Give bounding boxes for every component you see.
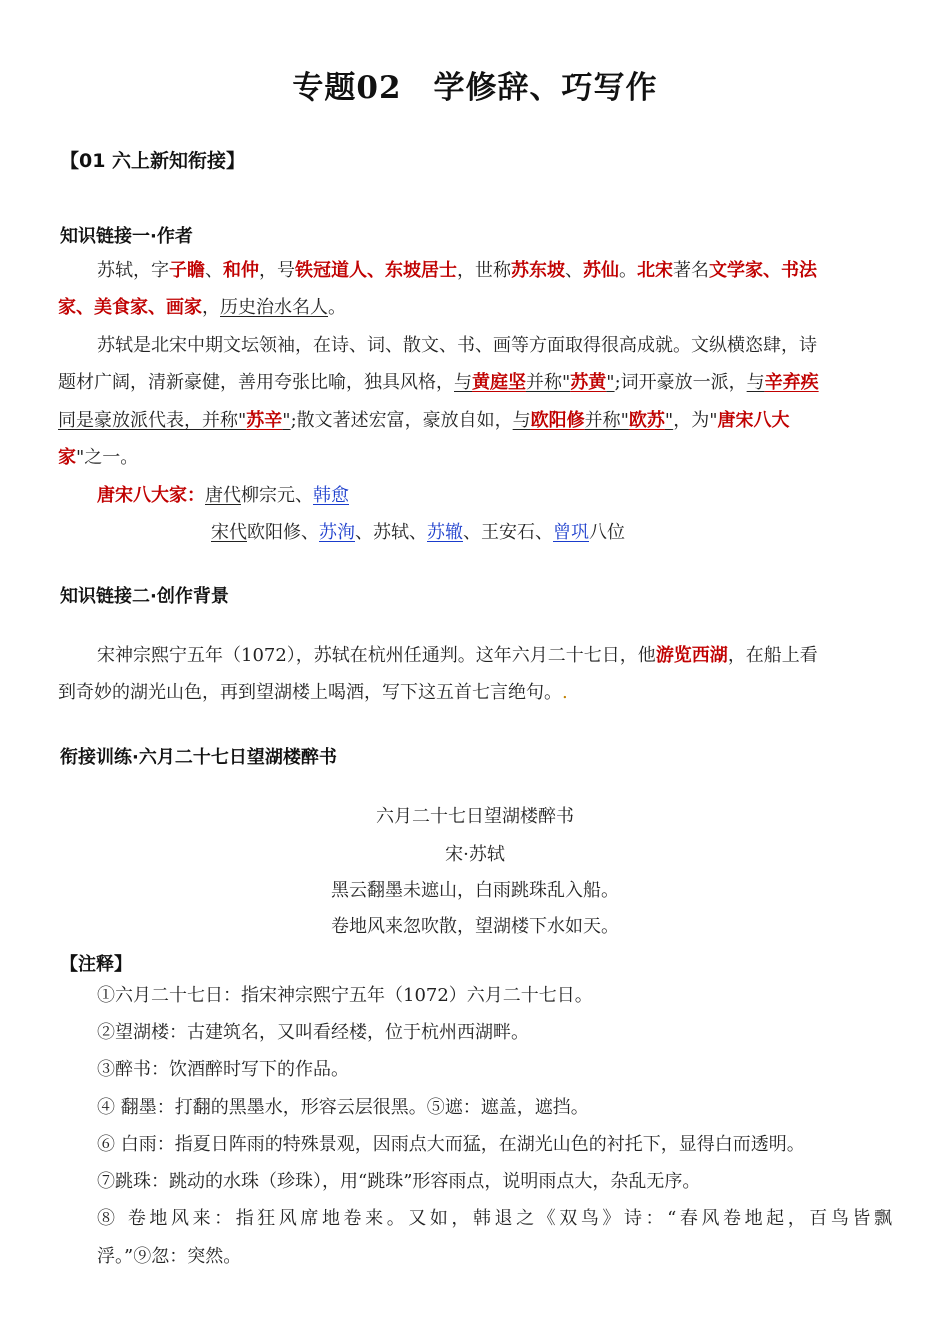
training-heading: 衔接训练·六月二十七日望湖楼醉书 [60,747,337,768]
note-3: ③醉书：饮酒醉时写下的作品。 [97,1059,349,1080]
link-hanyu[interactable]: 韩愈 [313,485,349,506]
poem-author: 宋·苏轼 [445,844,505,865]
background-line-2: 到奇妙的湖光山色，再到望湖楼上喝酒，写下这五首七言绝句。. [58,682,568,703]
author-line-1: 苏轼，字子瞻、和仲，号铁冠道人、东坡居士，世称苏东坡、苏仙。北宋著名文学家、书法 [97,260,817,281]
author-para2-line-1: 苏轼是北宋中期文坛领袖，在诗、词、散文、书、画等方面取得很高成就。文纵横恣肆，诗 [97,335,817,356]
author-line-2: 家、美食家、画家，历史治水名人。 [58,297,346,318]
link-suxun[interactable]: 苏洵 [319,522,355,543]
author-para2-line-4: 家"之一。 [58,447,139,468]
section-heading-01: 【01 六上新知衔接】 [60,150,246,172]
eight-masters-song: 宋代欧阳修、苏洵、苏轼、苏辙、王安石、曾巩八位 [211,522,625,543]
link-zenggong[interactable]: 曾巩 [553,522,589,543]
link2-heading: 知识链接二·创作背景 [60,586,229,607]
eight-masters-tang: 唐宋八大家：唐代柳宗元、韩愈 [97,485,349,506]
note-1: ①六月二十七日：指宋神宗熙宁五年（1072）六月二十七日。 [97,985,593,1006]
note-8: ⑧ 卷地风来：指狂风席地卷来。又如，韩退之《双鸟》诗：“春风卷地起，百鸟皆飘 [97,1208,892,1229]
page-title: 专题02 学修辞、巧写作 [292,70,658,106]
note-2: ②望湖楼：古建筑名，又叫看经楼，位于杭州西湖畔。 [97,1022,529,1043]
note-4-5: ④ 翻墨：打翻的黑墨水，形容云层很黑。⑤遮：遮盖，遮挡。 [97,1097,589,1118]
link1-heading: 知识链接一·作者 [60,226,193,247]
author-para2-line-3: 同是豪放派代表，并称"苏辛";散文著述宏富，豪放自如，与欧阳修并称"欧苏"，为"唐宋八大 [58,410,790,431]
notes-heading: 【注释】 [60,954,132,975]
poem-title: 六月二十七日望湖楼醉书 [376,806,574,827]
note-7: ⑦跳珠：跳动的水珠（珍珠），用“跳珠”形容雨点，说明雨点大，杂乱无序。 [97,1171,701,1192]
note-6: ⑥ 白雨：指夏日阵雨的特殊景观，因雨点大而猛，在湖光山色的衬托下，显得白而透明。 [97,1134,805,1155]
poem-line-1: 黑云翻墨未遮山，白雨跳珠乱入船。 [331,880,619,901]
background-line-1: 宋神宗熙宁五年（1072），苏轼在杭州任通判。这年六月二十七日，他游览西湖，在船上看 [97,645,818,666]
note-8-9: 浮。”⑨忽：突然。 [97,1246,242,1267]
author-para2-line-2: 题材广阔，清新豪健，善用夸张比喻，独具风格，与黄庭坚并称"苏黄";词开豪放一派，与辛弃疾 [58,372,819,393]
poem-line-2: 卷地风来忽吹散，望湖楼下水如天。 [331,916,619,937]
link-suzhe[interactable]: 苏辙 [427,522,463,543]
